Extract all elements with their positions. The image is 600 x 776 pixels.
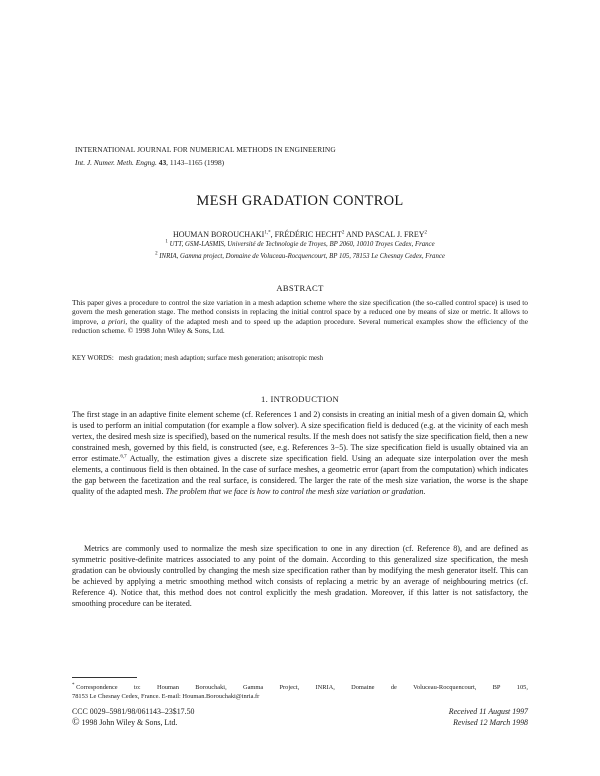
paper-title: MESH GRADATION CONTROL bbox=[196, 193, 404, 209]
footnote-line-1 bbox=[72, 683, 528, 692]
footnote-word: INRIA, bbox=[315, 684, 335, 691]
abstract-text-2: the quality of the adapted mesh and to speed up the adaption procedure. Several numerical examples show the efficiency of the reduction scheme. © 1998 John Wiley & Sons, Ltd. bbox=[72, 316, 529, 336]
affiliation-text: UTT, GSM-LASMIS, Université de Technologie de Troyes, BP 2060, 10010 Troyes Cedex, France bbox=[169, 241, 435, 248]
footnote-word: to: bbox=[133, 684, 141, 691]
footnote-word: 105, bbox=[516, 684, 528, 691]
affiliation bbox=[0, 253, 600, 260]
footnote-line-2: 78153 Le Chesnay Cedex, France. E-mail: Houman.Borouchaki@inria.fr bbox=[72, 693, 260, 700]
footnote-mark: * bbox=[72, 682, 75, 688]
keywords-label: KEY WORDS: bbox=[72, 355, 114, 362]
keywords bbox=[72, 355, 323, 362]
publication-info bbox=[72, 706, 194, 728]
author-sep: AND bbox=[344, 230, 366, 239]
abstract-text-1: This paper gives a procedure to control the size variation in a mesh adaption scheme where the size specification (the so-called control space) is used to govern the mesh generation stage. The method consists in replacing the initial control space by a reduced one by means of size or metric. It allows to improve, bbox=[72, 298, 528, 326]
footnote-word: de bbox=[390, 684, 397, 691]
footnote-word: Voluceau-Rocquencourt, bbox=[413, 684, 477, 691]
footnote-word: Project, bbox=[279, 684, 300, 691]
intro-paragraph-1 bbox=[72, 409, 528, 497]
introduction-heading: 1. INTRODUCTION bbox=[260, 394, 340, 404]
footnote-word: Gamma bbox=[242, 684, 264, 691]
affiliation bbox=[0, 241, 600, 248]
footnote-word: Domaine bbox=[351, 684, 375, 691]
revised-date: Revised 12 March 1998 bbox=[453, 718, 528, 727]
author-name: FRÉDÉRIC HECHT bbox=[274, 230, 342, 239]
author-list bbox=[0, 230, 600, 239]
copyright-line bbox=[72, 717, 194, 728]
footnote-word: BP bbox=[492, 684, 501, 691]
intro-p1-text-b: Actually, the estimation gives a discrete size specification field. Using an adequate size interpolation over the mesh elements, a continuous field is then obtained. In the case of surface meshes, a geometric error (apart from the computation) which indicates the gap between the facetization and the real surface, is considered. The larger the rate of the mesh size variation, the worse is the shape quality of the adapted mesh. bbox=[72, 454, 528, 496]
received-date: Received 11 August 1997 bbox=[448, 707, 528, 716]
citation-volume: 43 bbox=[158, 158, 167, 167]
journal-citation: Int. J. Numer. Meth. Engng. 43, 1143–1165 (1998) bbox=[75, 158, 225, 167]
author-mark: 1,* bbox=[264, 230, 271, 236]
keywords-list: mesh gradation; mesh adaption; surface mesh generation; anisotropic mesh bbox=[118, 355, 324, 362]
citation-abbrev: Int. J. Numer. Meth. Engng. bbox=[75, 158, 157, 167]
received-dates bbox=[449, 706, 528, 728]
citation-superscript: 6,7 bbox=[120, 454, 127, 460]
ccc-code: CCC 0029–5981/98/061143–23$17.50 bbox=[72, 707, 195, 716]
abstract-text bbox=[72, 298, 528, 336]
intro-paragraph-2: Metrics are commonly used to normalize the mesh size specification to one in any direction (cf. Reference 8), and are defined as symmetric positive-definite matrices associated to any point of the domain. According to this generalized size specification, the mesh gradation can be obviously controlled by changing the mesh size specification rather than by modifying the mesh generator itself. This can be achieved by applying a metric smoothing method witch consists of replacing a metric by an average of neighbouring metrics (cf. Reference 4). Notice that, this method does not control explicitly the mesh gradation. Moreover, if this latter is not satisfactory, the smoothing procedure can be iterated. bbox=[72, 544, 528, 608]
author-sep: , bbox=[270, 230, 275, 239]
citation-pages: 1143–1165 (1998) bbox=[169, 158, 225, 167]
abstract-italic: a priori, bbox=[101, 316, 128, 326]
journal-name: INTERNATIONAL JOURNAL FOR NUMERICAL METHODS IN ENGINEERING bbox=[75, 145, 336, 154]
footnote bbox=[72, 683, 528, 701]
author-name: HOUMAN BOROUCHAKI bbox=[172, 230, 265, 239]
footnote-word: Houman bbox=[156, 684, 179, 691]
intro-p1-italic: The problem that we face is how to control the mesh size variation or gradation. bbox=[165, 487, 426, 496]
copyright-icon: © bbox=[72, 717, 80, 728]
affiliation-mark: 2 bbox=[155, 251, 158, 257]
footnote-rule bbox=[72, 677, 137, 678]
author-name: PASCAL J. FREY bbox=[365, 230, 425, 239]
abstract-heading: ABSTRACT bbox=[276, 283, 324, 293]
author-mark: 2 bbox=[341, 230, 345, 236]
footnote-word: * Correspondence bbox=[72, 682, 118, 691]
copyright-text: 1998 John Wiley & Sons, Ltd. bbox=[81, 718, 178, 727]
intro-p1-text-a: The first stage in an adaptive finite element scheme (cf. References 1 and 2) consists in creating an initial mesh of a given domain Ω, which is used to perform an initial computation (for example a flow solver). A size specification field is deduced (e.g. at the vicinity of each mesh vertex, the desired mesh size is specified), based on the numerical results. If the mesh does not satisfy the size specification field, then a new constrained mesh, governed by this field, is constructed (see, e.g. References 3−5). The size specification field is usually obtained via an error estimate. bbox=[72, 410, 528, 463]
affiliation-mark: 1 bbox=[165, 239, 168, 245]
author-mark: 2 bbox=[424, 230, 428, 236]
affiliation-text: INRIA, Gamma project, Domaine de Voluceau-Rocquencourt, BP 105, 78153 Le Chesnay Cedex, France bbox=[159, 253, 445, 260]
footnote-word: Borouchaki, bbox=[195, 684, 227, 691]
